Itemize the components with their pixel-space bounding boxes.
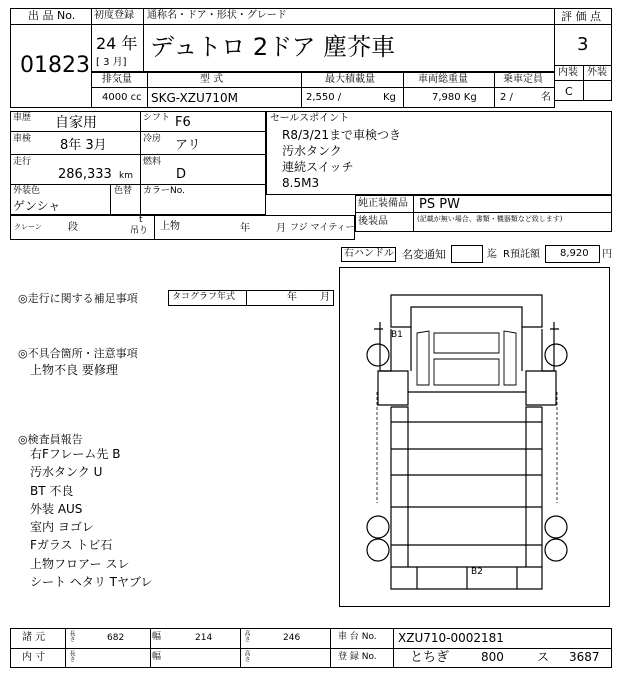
mileage-unit: km: [119, 171, 133, 181]
inspector-line-1: 右Fフレーム先 B: [30, 447, 121, 461]
crane-hoist: 吊り: [130, 226, 149, 236]
inspector-line-4: 外装 AUS: [30, 502, 83, 516]
inspector-title: ◎検査員報告: [18, 433, 83, 446]
capacity-value: 2 /: [500, 92, 513, 103]
name-change-box: [451, 245, 483, 263]
remarks-icon: 迄: [487, 249, 497, 260]
inspector-line-2: 汚水タンク U: [30, 465, 103, 479]
exterior-label: 外装: [587, 67, 607, 78]
color-no-label: 色替: [114, 186, 133, 196]
reg-kana: ス: [537, 650, 550, 664]
sales-point-4: 8.5M3: [282, 176, 320, 190]
aftermarket-label: 後装品: [358, 216, 388, 227]
crane-label: クレーン: [14, 223, 42, 231]
reg-year: 24 年: [96, 34, 138, 53]
ac-label: 冷房: [143, 134, 162, 144]
steering-value: 右ハンドル: [344, 248, 394, 259]
name-label: 通称名・ドア・形状・グレード: [147, 10, 287, 21]
truck-diagram: [339, 267, 610, 607]
vehicle-name: デュトロ 2ドア 塵芥車: [150, 33, 396, 61]
equipment-label: 純正装備品: [358, 198, 408, 209]
width-label: 幅: [152, 632, 162, 642]
reg-label: 登 録 No.: [338, 652, 377, 662]
fuel-label: 燃料: [143, 157, 162, 167]
inspection-label: 車検: [13, 134, 32, 144]
eval-score: 3: [577, 34, 589, 55]
tach-year: 年: [287, 292, 297, 303]
model-value: SKG-XZU710M: [151, 91, 238, 105]
sales-point-2: 汚水タンク: [282, 144, 342, 158]
interior-label: 内装: [558, 67, 578, 78]
reg-place: とちぎ: [410, 650, 450, 665]
mileage-label: 走行: [13, 157, 32, 167]
eval-label: 評 価 点: [561, 10, 601, 23]
gross-weight-value: 7,980 Kg: [432, 92, 477, 103]
chassis-value: XZU710-0002181: [398, 631, 504, 645]
inspector-line-3: BT 不良: [30, 484, 74, 498]
diagram-marker-b1: B1: [391, 330, 403, 340]
aftermarket-note: (記載が無い場合、書類・機器類など致します): [417, 215, 563, 223]
first-reg-label: 初度登録: [94, 10, 134, 21]
name-change-label: 名変通知: [402, 248, 446, 261]
dims-label: 諸 元: [22, 632, 46, 643]
reg-class: 800: [481, 650, 504, 664]
upper-year: 年: [240, 223, 250, 234]
lot-number: 01823: [20, 53, 90, 78]
capacity-label: 乗車定員: [503, 74, 543, 85]
mileage-value: 286,333: [58, 167, 112, 182]
upper-month: 月: [276, 223, 286, 234]
sales-point-1: R8/3/21まで車検つき: [282, 128, 401, 142]
tach-month: 月: [320, 292, 330, 303]
tachograph-label: タコグラフ年式: [172, 292, 236, 302]
recycle-value: 8,920: [560, 248, 589, 259]
displacement-value: 4000 cc: [102, 92, 142, 103]
upper-maker: フジ マイティー: [290, 223, 355, 233]
max-load-unit: Kg: [383, 92, 396, 103]
max-load-value: 2,550 /: [306, 92, 342, 103]
inspector-line-5: 室内 ヨゴレ: [30, 520, 94, 534]
gross-weight-label: 車両総重量: [418, 74, 468, 85]
fuel-value: D: [176, 167, 187, 182]
recycle-unit: 円: [602, 249, 612, 260]
lot-label: 出 品 No.: [28, 9, 76, 22]
ext-color-value: ゲンシャ: [13, 199, 61, 213]
chassis-label: 車 台 No.: [338, 632, 377, 642]
inner-width-label: 幅: [152, 652, 162, 662]
inner-length-label: 長さ: [68, 650, 75, 662]
ac-value: アリ: [175, 138, 201, 153]
height-label: 高さ: [243, 630, 250, 642]
shift-value: F6: [175, 115, 191, 130]
sales-label: セールスポイント: [270, 113, 350, 124]
diagram-marker-b2: B2: [471, 567, 483, 577]
reg-number: 3687: [569, 650, 600, 664]
equipment-value: PS PW: [419, 197, 460, 212]
crane-t: t: [139, 215, 143, 225]
height-value: 246: [283, 633, 301, 643]
length-label: 長さ: [68, 630, 75, 642]
model-label: 型 式: [200, 74, 224, 85]
history-label: 車歴: [13, 113, 32, 123]
ext-color-label: 外装色: [13, 186, 41, 196]
defects-title: ◎不具合箇所・注意事項: [18, 347, 138, 360]
inspector-line-7: 上物フロアー スレ: [30, 557, 130, 571]
inspector-line-6: Fガラス トビ石: [30, 538, 113, 552]
crane-stage: 段: [68, 222, 78, 233]
shift-label: シフト: [143, 113, 171, 123]
sales-point-3: 連続スイッチ: [282, 160, 354, 174]
displacement-label: 排気量: [102, 74, 132, 85]
recycle-label: R預託額: [503, 249, 540, 260]
inspection-value: 8年 3月: [60, 138, 107, 153]
color-code-label: カラーNo.: [143, 186, 185, 196]
history-value: 自家用: [55, 115, 97, 131]
inner-height-label: 高さ: [243, 650, 250, 662]
driving-title: ◎走行に関する補足事項: [18, 292, 138, 305]
length-value: 682: [107, 633, 125, 643]
inner-label: 内 寸: [22, 652, 46, 663]
width-value: 214: [195, 633, 213, 643]
defect-1: 上物不良 要修理: [30, 363, 118, 377]
inspector-line-8: シート ヘタリ Tヤブレ: [30, 575, 153, 589]
interior-grade: C: [565, 85, 573, 98]
capacity-unit: 名: [541, 92, 551, 103]
upper-label: 上物: [160, 221, 180, 232]
max-load-label: 最大積載量: [325, 74, 375, 85]
reg-month: [ 3 月]: [96, 57, 127, 68]
